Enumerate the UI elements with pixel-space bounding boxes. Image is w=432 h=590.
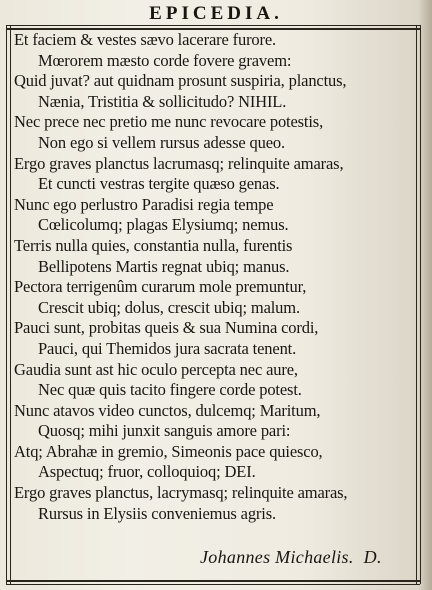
poem-line: Atq; Abrahæ in gremio, Simeonis pace quiesco,: [14, 441, 323, 461]
poem-line: Nunc atavos video cunctos, dulcemq; Maritum,: [14, 400, 321, 420]
poem-line: Mœrorem mæsto corde fovere gravem:: [38, 50, 292, 70]
poem-body: [14, 30, 414, 524]
poem-line: Ergo graves planctus, lacrymasq; relinquite amaras,: [14, 483, 348, 503]
page-header: [0, 0, 432, 28]
poem-line: Terris nulla quies, constantia nulla, furentis: [14, 235, 293, 255]
left-border-inner: [10, 25, 11, 584]
signature: [200, 547, 382, 568]
poem-line: Nec prece nec pretio me nunc revocare potestis,: [14, 112, 324, 132]
poem-line: Aspectuq; fruor, colloquioq; DEI.: [38, 462, 256, 482]
poem-line: Nænia, Tristitia & sollicitudo? NIHIL.: [38, 91, 287, 111]
right-border: [420, 25, 421, 584]
poem-line: Nec quæ quis tacito fingere corde potest.: [38, 380, 302, 400]
poem-line: Non ego si vellem rursus adesse queo.: [38, 132, 285, 152]
poem-line: Pauci sunt, probitas queis & sua Numina cordi,: [14, 318, 319, 338]
poem-line: Quid juvat? aut quidnam prosunt suspiria, planctus,: [14, 71, 347, 91]
right-border-inner: [416, 25, 417, 584]
poem-line: Pauci, qui Themidos jura sacrata tenent.: [38, 338, 297, 358]
signature-initial: D.: [363, 547, 382, 567]
poem-line: Nunc ego perlustro Paradisi regia tempe: [14, 194, 274, 214]
poem-line: Et cuncti vestras tergite quæso genas.: [38, 174, 280, 194]
poem-line: Ergo graves planctus lacrumasq; relinquite amaras,: [14, 153, 344, 173]
bottom-rule-double: [6, 584, 420, 585]
poem-line: Gaudia sunt ast hic oculo percepta nec aure,: [14, 359, 298, 379]
poem-line: Bellipotens Martis regnat ubiq; manus.: [38, 256, 290, 276]
running-head: EPICEDIA.: [149, 3, 283, 24]
poem-line: Crescit ubiq; dolus, crescit ubiq; malum.: [38, 297, 300, 317]
poem-line: Cœlicolumq; plagas Elysiumq; nemus.: [38, 215, 289, 235]
poem-line: Pectora terrigenûm curarum mole premuntur,: [14, 277, 307, 297]
left-border: [6, 25, 7, 584]
poem-line: Et faciem & vestes sævo lacerare furore.: [14, 30, 277, 49]
poem-line: Rursus in Elysiis conveniemus agris.: [38, 503, 276, 523]
top-rule: [6, 25, 420, 26]
signature-name: Johannes Michaelis.: [200, 547, 354, 567]
poem-line: Quosq; mihi junxit sanguis amore pari:: [38, 421, 291, 441]
bottom-rule: [6, 580, 420, 582]
